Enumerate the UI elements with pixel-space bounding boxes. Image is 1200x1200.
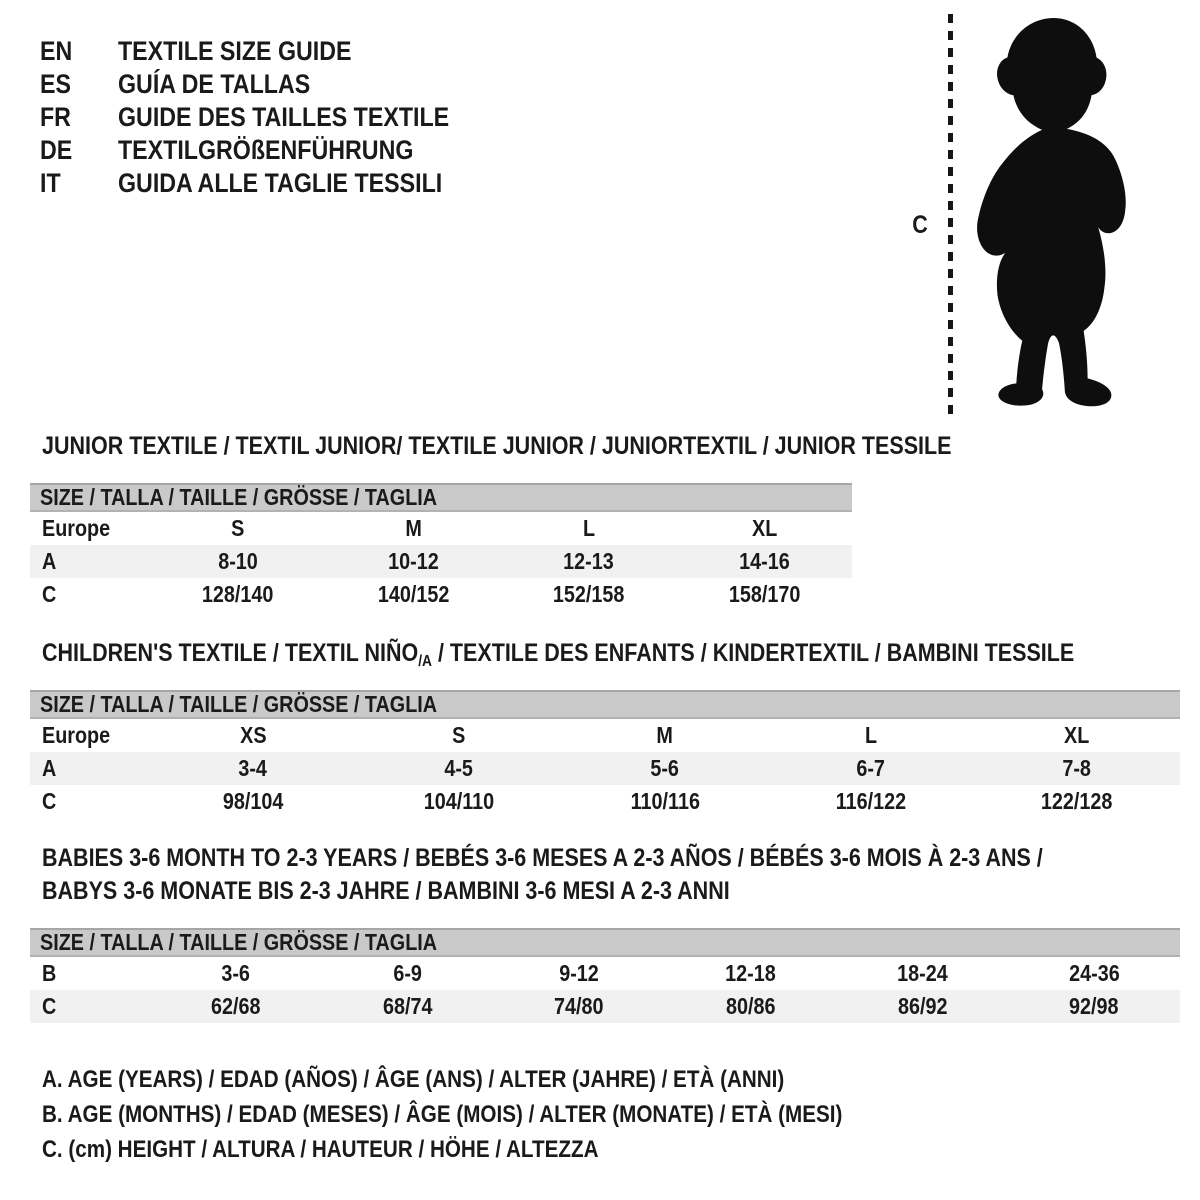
children-row-age	[30, 752, 1180, 785]
cell: 62/68	[211, 993, 261, 1019]
cell: 152/158	[552, 581, 625, 607]
lang-title: GUIDE DES TAILLES TEXTILE	[118, 102, 450, 132]
col-header: Europe	[42, 722, 111, 748]
legend-line-a: A. AGE (YEARS) / EDAD (AÑOS) / ÂGE (ANS) / ALTER (JAHRE) / ETÀ (ANNI)	[42, 1066, 785, 1093]
babies-section-title-line2: BABYS 3-6 MONATE BIS 2-3 JAHRE / BAMBINI 3-6 MESI A 2-3 ANNI	[42, 877, 730, 905]
junior-section-title: JUNIOR TEXTILE / TEXTIL JUNIOR/ TEXTILE JUNIOR / JUNIORTEXTIL / JUNIOR TESSILE	[42, 432, 952, 460]
lang-code: DE	[40, 135, 73, 165]
babies-row-months	[30, 957, 1180, 990]
cell: 68/74	[382, 993, 433, 1019]
lang-row-it	[40, 167, 503, 200]
children-size-table	[30, 690, 1180, 818]
col-header: S	[452, 722, 466, 748]
cell: 86/92	[897, 993, 948, 1019]
cell: 12-13	[563, 548, 615, 574]
junior-size-table	[30, 483, 852, 611]
row-label: C	[42, 993, 57, 1019]
row-label: C	[42, 788, 57, 814]
cell: 140/152	[377, 581, 449, 607]
col-header: XS	[239, 722, 267, 748]
cell: 116/122	[835, 788, 907, 814]
lang-code: IT	[40, 168, 61, 198]
cell: 128/140	[201, 581, 274, 607]
lang-title: TEXTILE SIZE GUIDE	[118, 36, 352, 66]
babies-row-height	[30, 990, 1180, 1023]
cell: 7-8	[1062, 755, 1092, 781]
cell: 98/104	[222, 788, 284, 814]
lang-row-es	[40, 68, 503, 101]
cell: 6-9	[393, 960, 422, 986]
col-header: M	[404, 515, 422, 541]
col-header: Europe	[42, 515, 111, 541]
lang-row-de	[40, 134, 503, 167]
lang-title: GUIDA ALLE TAGLIE TESSILI	[118, 168, 443, 198]
language-list	[40, 35, 503, 200]
cell: 3-4	[238, 755, 268, 781]
legend-line-b: B. AGE (MONTHS) / EDAD (MESES) / ÂGE (MOIS) / ALTER (MONATE) / ETÀ (MESI)	[42, 1101, 843, 1128]
cell: 5-6	[650, 755, 680, 781]
cell: 12-18	[725, 960, 777, 986]
cell: 104/110	[423, 788, 495, 814]
cell: 158/170	[728, 581, 800, 607]
cell: 18-24	[897, 960, 948, 986]
lang-title: TEXTILGRÖßENFÜHRUNG	[118, 135, 414, 165]
cell: 6-7	[856, 755, 886, 781]
cell: 110/116	[630, 788, 700, 814]
cell: 10-12	[387, 548, 439, 574]
cell: 3-6	[221, 960, 251, 986]
cell: 9-12	[559, 960, 599, 986]
cell: 122/128	[1041, 788, 1113, 814]
cell: 4-5	[444, 755, 474, 781]
row-label: B	[42, 960, 57, 986]
lang-row-en	[40, 35, 503, 68]
junior-size-bar: SIZE / TALLA / TAILLE / GRÖSSE / TAGLIA	[40, 484, 438, 510]
junior-row-height	[30, 578, 852, 611]
cell: 8-10	[217, 548, 258, 574]
babies-size-table	[30, 928, 1180, 1023]
children-size-bar: SIZE / TALLA / TAILLE / GRÖSSE / TAGLIA	[40, 691, 438, 717]
cell: 24-36	[1068, 960, 1120, 986]
cell: 80/86	[726, 993, 776, 1019]
lang-code: FR	[40, 102, 71, 132]
cell: 92/98	[1069, 993, 1119, 1019]
row-label: A	[42, 548, 57, 574]
lang-title: GUÍA DE TALLAS	[118, 69, 311, 99]
toddler-silhouette-icon	[953, 12, 1145, 418]
col-header: XL	[1064, 722, 1090, 748]
nino-a-subscript: /A	[418, 653, 432, 670]
lang-code: ES	[40, 69, 71, 99]
babies-section-title-line1: BABIES 3-6 MONTH TO 2-3 YEARS / BEBÉS 3-6 MESES A 2-3 AÑOS / BÉBÉS 3-6 MOIS À 2-3 ANS /	[42, 844, 1043, 872]
children-section-title: CHILDREN'S TEXTILE / TEXTIL $NIÑO_{/A}$ / TEXTILE DES ENFANTS / KINDERTEXTIL / BAMBINI TESSILE	[42, 639, 1075, 670]
col-header: S	[231, 515, 245, 541]
row-label: A	[42, 755, 57, 781]
col-header: M	[656, 722, 674, 748]
height-measure-label: C	[912, 211, 928, 239]
lang-row-fr	[40, 101, 503, 134]
cell: 74/80	[554, 993, 604, 1019]
junior-head-row	[30, 512, 852, 545]
col-header: XL	[751, 515, 777, 541]
legend-line-c: C. (cm) HEIGHT / ALTURA / HAUTEUR / HÖHE / ALTEZZA	[42, 1136, 599, 1163]
junior-row-age	[30, 545, 852, 578]
children-row-height	[30, 785, 1180, 818]
col-header: L	[582, 515, 595, 541]
row-label: C	[42, 581, 57, 607]
babies-size-bar: SIZE / TALLA / TAILLE / GRÖSSE / TAGLIA	[40, 929, 438, 955]
children-head-row	[30, 719, 1180, 752]
lang-code: EN	[40, 36, 73, 66]
cell: 14-16	[738, 548, 790, 574]
col-header: L	[864, 722, 878, 748]
